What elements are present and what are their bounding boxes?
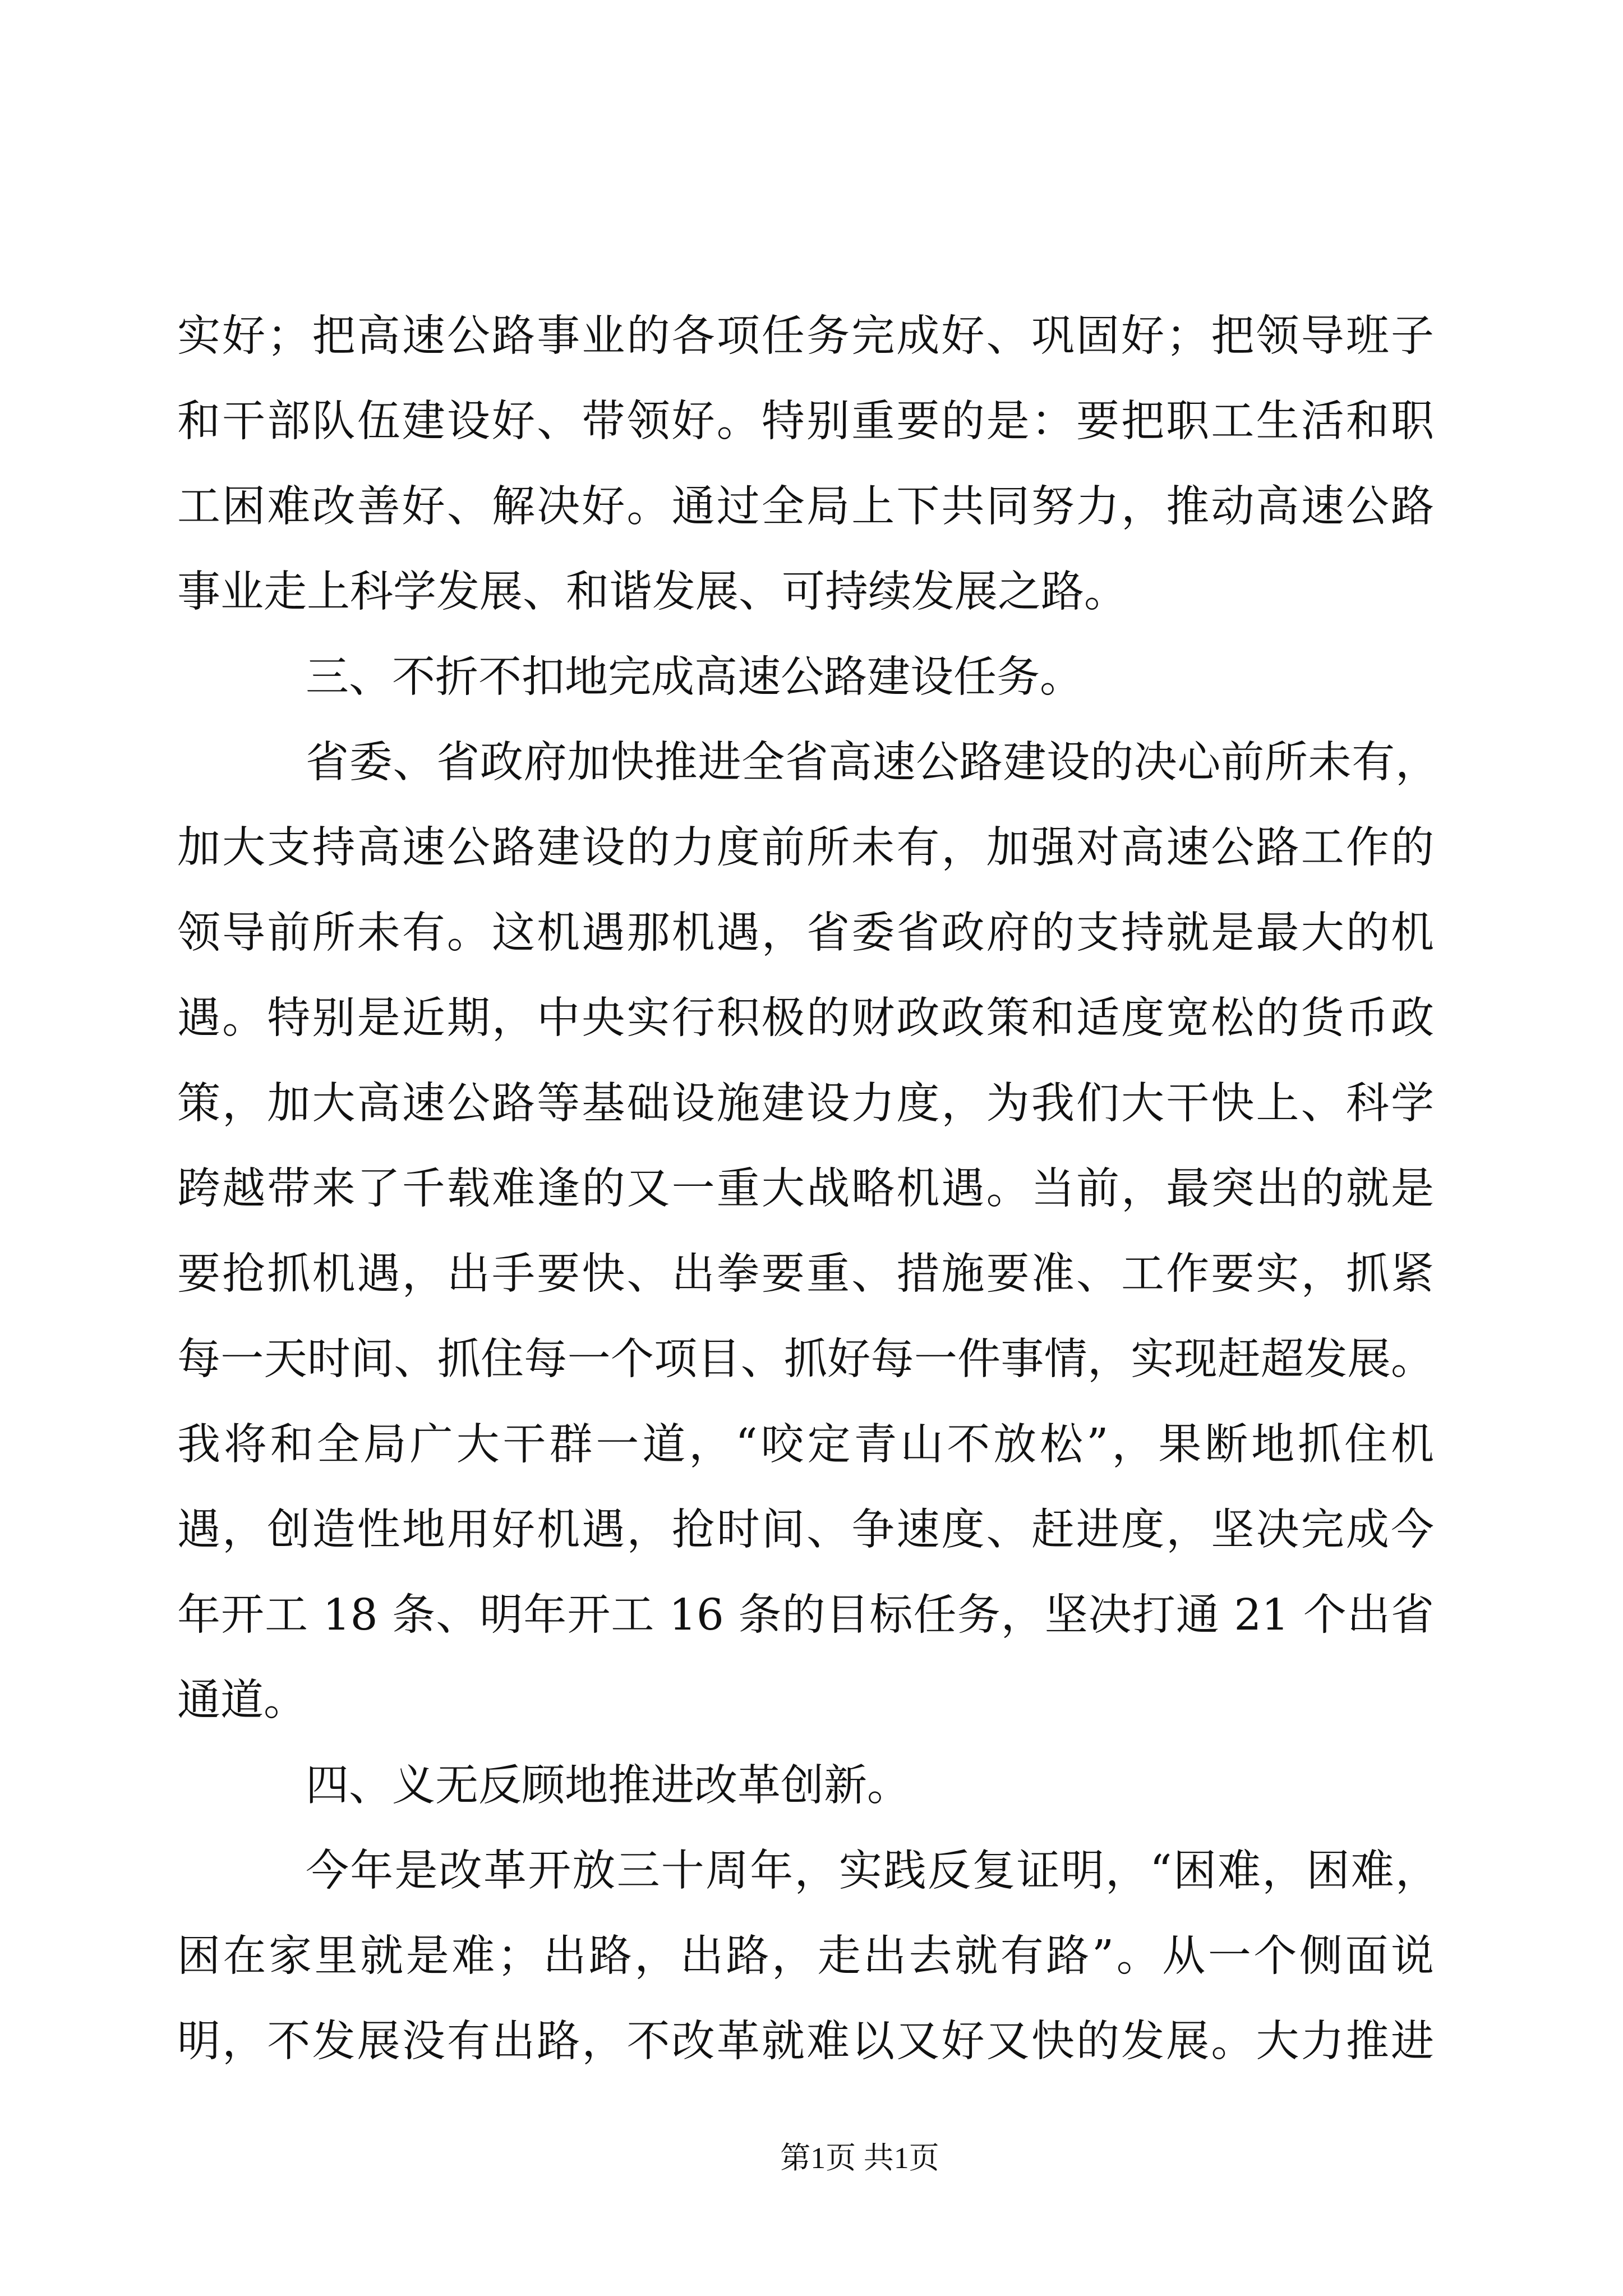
- body-line: 每一天时间、抓住每一个项目、抓好每一件事情，实现赶超发展。: [177, 1335, 1434, 1384]
- body-line: 领导前所未有。这机遇那机遇，省委省政府的支持就是最大的机: [177, 908, 1434, 958]
- body-line: 跨越带来了千载难逢的又一重大战略机遇。当前，最突出的就是: [177, 1164, 1434, 1214]
- body-line: 实好；把高速公路事业的各项任务完成好、巩固好；把领导班子: [177, 311, 1434, 361]
- body-line: 困在家里就是难；出路，出路，走出去就有路”。从一个侧面说: [177, 1931, 1434, 1981]
- body-line: 我将和全局广大干群一道，“咬定青山不放松”，果断地抓住机: [177, 1420, 1434, 1470]
- body-line: 和干部队伍建设好、带领好。特别重要的是：要把职工生活和职: [177, 397, 1434, 447]
- body-line: 事业走上科学发展、和谐发展、可持续发展之路。: [177, 567, 1127, 617]
- body-line: 省委、省政府加快推进全省高速公路建设的决心前所未有，: [306, 738, 1438, 788]
- body-line: 要抢抓机遇，出手要快、出拳要重、措施要准、工作要实，抓紧: [177, 1249, 1434, 1299]
- body-line: 今年是改革开放三十周年，实践反复证明，“困难，困难，: [306, 1846, 1438, 1896]
- body-line: 工困难改善好、解决好。通过全局上下共同努力，推动高速公路: [177, 482, 1434, 532]
- body-line: 年开工 18 条、明年开工 16 条的目标任务，坚决打通 21 个出省: [177, 1590, 1434, 1640]
- page-footer: 第1页 共1页: [780, 2141, 939, 2175]
- body-line: 遇。特别是近期，中央实行积极的财政政策和适度宽松的货币政: [177, 993, 1434, 1043]
- body-line: 遇，创造性地用好机遇，抢时间、争速度、赶进度，坚决完成今: [177, 1505, 1434, 1555]
- body-line: 明，不发展没有出路，不改革就难以又好又快的发展。大力推进: [177, 2017, 1434, 2067]
- body-line: 通道。: [177, 1676, 307, 1726]
- section-heading: 四、义无反顾地推进改革创新。: [306, 1761, 910, 1811]
- body-line: 加大支持高速公路建设的力度前所未有，加强对高速公路工作的: [177, 823, 1434, 873]
- body-line: 策，加大高速公路等基础设施建设力度，为我们大干快上、科学: [177, 1079, 1434, 1129]
- section-heading: 三、不折不扣地完成高速公路建设任务。: [306, 652, 1083, 702]
